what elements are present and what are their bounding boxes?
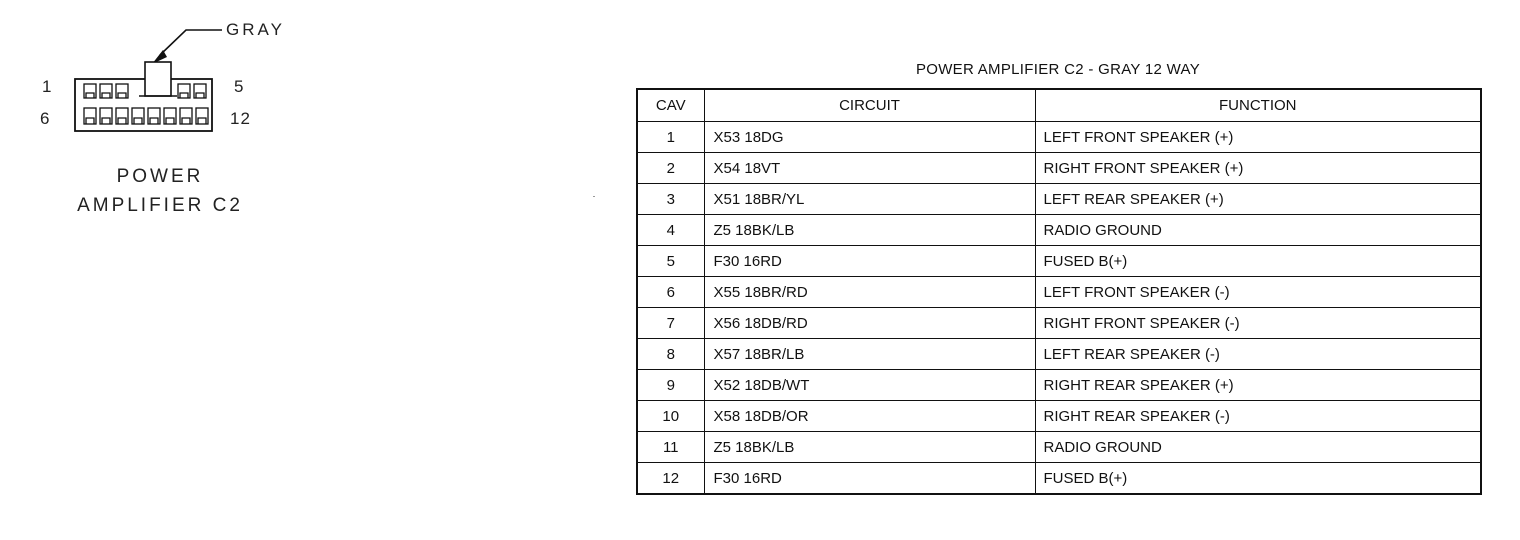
table-row — [637, 122, 1481, 153]
circuit-cell: F30 16RD — [704, 246, 1035, 277]
table-row — [637, 215, 1481, 246]
connector-caption-line-1: POWER — [116, 166, 204, 187]
cav-cell: 6 — [637, 277, 704, 308]
cav-cell: 8 — [637, 339, 704, 370]
circuit-cell: X55 18BR/RD — [704, 277, 1035, 308]
connector-color-label: GRAY — [226, 20, 285, 39]
cav-cell: 2 — [637, 153, 704, 184]
table-row — [637, 432, 1481, 463]
connector-latch — [145, 62, 171, 96]
connector-diagram — [0, 0, 320, 240]
function-cell: LEFT REAR SPEAKER (-) — [1035, 339, 1481, 370]
cav-cell: 12 — [637, 463, 704, 495]
cav-cell: 10 — [637, 401, 704, 432]
table-row — [637, 463, 1481, 495]
table-row — [637, 401, 1481, 432]
table-row — [637, 339, 1481, 370]
table-row — [637, 246, 1481, 277]
table-row — [637, 153, 1481, 184]
column-header-circuit: CIRCUIT — [704, 89, 1035, 122]
column-header-cav: CAV — [637, 89, 704, 122]
circuit-cell: X53 18DG — [704, 122, 1035, 153]
column-header-function: FUNCTION — [1035, 89, 1481, 122]
table-body — [637, 122, 1481, 495]
table-title: POWER AMPLIFIER C2 - GRAY 12 WAY — [915, 61, 1201, 78]
circuit-cell: X54 18VT — [704, 153, 1035, 184]
function-cell: FUSED B(+) — [1035, 246, 1481, 277]
pinout-table — [636, 88, 1482, 495]
cav-cell: 1 — [637, 122, 704, 153]
circuit-cell: X58 18DB/OR — [704, 401, 1035, 432]
scan-speck — [593, 196, 595, 197]
function-cell: LEFT FRONT SPEAKER (+) — [1035, 122, 1481, 153]
cav-cell: 9 — [637, 370, 704, 401]
pin-label-6: 6 — [40, 109, 51, 128]
cav-cell: 3 — [637, 184, 704, 215]
cav-cell: 4 — [637, 215, 704, 246]
connector-caption — [50, 162, 270, 220]
function-cell: RIGHT FRONT SPEAKER (+) — [1035, 153, 1481, 184]
table-row — [637, 370, 1481, 401]
pin-label-12: 12 — [230, 109, 251, 128]
connector-caption-line-2: AMPLIFIER C2 — [77, 195, 243, 216]
circuit-cell: Z5 18BK/LB — [704, 432, 1035, 463]
circuit-cell: X51 18BR/YL — [704, 184, 1035, 215]
function-cell: RADIO GROUND — [1035, 432, 1481, 463]
function-cell: FUSED B(+) — [1035, 463, 1481, 495]
function-cell: LEFT REAR SPEAKER (+) — [1035, 184, 1481, 215]
function-cell: LEFT FRONT SPEAKER (-) — [1035, 277, 1481, 308]
circuit-cell: Z5 18BK/LB — [704, 215, 1035, 246]
function-cell: RIGHT FRONT SPEAKER (-) — [1035, 308, 1481, 339]
circuit-cell: X56 18DB/RD — [704, 308, 1035, 339]
pin-label-5: 5 — [234, 77, 245, 96]
cav-cell: 7 — [637, 308, 704, 339]
cav-cell: 5 — [637, 246, 704, 277]
circuit-cell: X57 18BR/LB — [704, 339, 1035, 370]
function-cell: RIGHT REAR SPEAKER (+) — [1035, 370, 1481, 401]
circuit-cell: X52 18DB/WT — [704, 370, 1035, 401]
table-row — [637, 277, 1481, 308]
function-cell: RADIO GROUND — [1035, 215, 1481, 246]
table-row — [637, 308, 1481, 339]
cav-cell: 11 — [637, 432, 704, 463]
circuit-cell: F30 16RD — [704, 463, 1035, 495]
pin-label-1: 1 — [42, 77, 53, 96]
table-row — [637, 184, 1481, 215]
function-cell: RIGHT REAR SPEAKER (-) — [1035, 401, 1481, 432]
callout-leader-line — [160, 30, 222, 55]
table-header-row — [637, 89, 1481, 122]
